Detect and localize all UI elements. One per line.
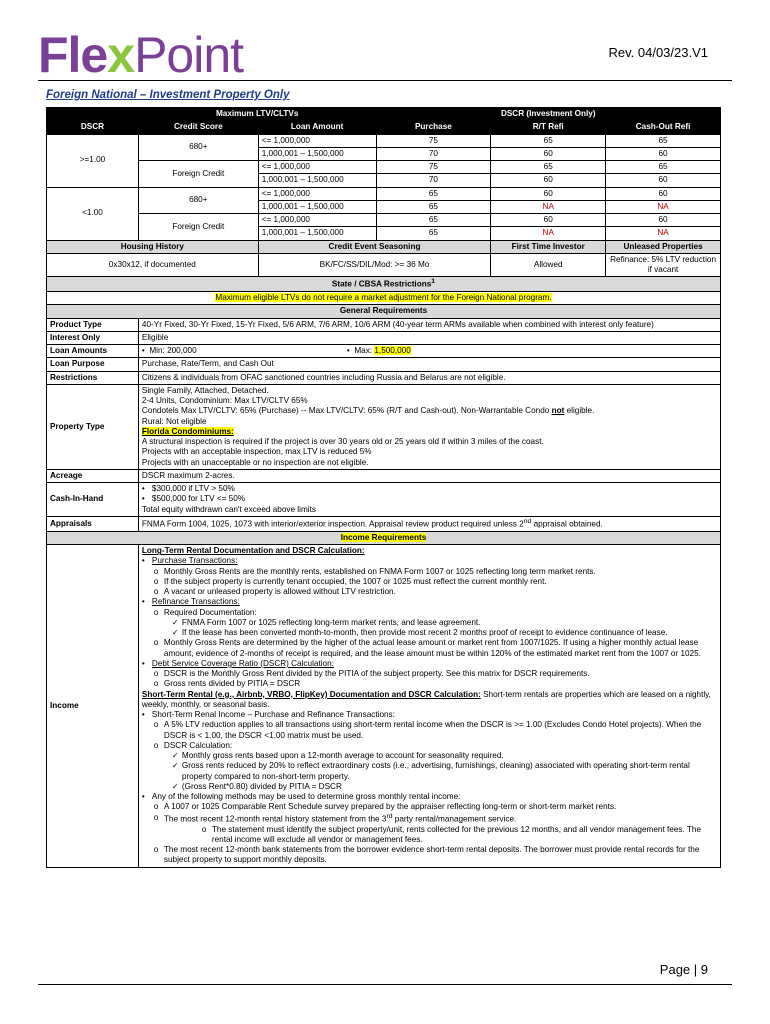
property-type-line: Single Family, Attached, Detached.: [141, 385, 269, 395]
cash-in-hand-note: Total equity withdrawn can't exceed above limits: [141, 504, 316, 514]
loan-cell: 1,000,001 – 1,500,000: [258, 147, 376, 160]
unleased-properties-value: Refinance: 5% LTV reduction if vacant: [606, 253, 721, 277]
first-time-investor-header: First Time Investor: [491, 240, 606, 253]
property-type-line: [142, 427, 717, 437]
col-rt-refi: R/T Refi: [491, 121, 606, 134]
credit-cell: 680+: [138, 187, 258, 214]
income-value: [138, 545, 720, 867]
cash-in-hand-value: [138, 483, 720, 517]
rt-cell: 60: [491, 214, 606, 227]
purchase-cell: 65: [376, 187, 491, 200]
income-subitem: o Monthly Gross Rents are determined by the higher of the actual lease amount or market rent from 1007/1025. If using a higher monthly actual lease amount, evidence of 2-months of receipt is required, and the lease amount must be within 120% of the estimated market rent from the 1007 or 1025.: [142, 638, 717, 659]
col-purchase: Purchase: [376, 121, 491, 134]
col-credit-score: Credit Score: [138, 121, 258, 134]
loan-amounts-value: • Min: 200,000 • Max: 1,500,000: [138, 345, 720, 358]
revision-label: Rev. 04/03/23.V1: [608, 45, 708, 60]
rental-history-text: The most recent 12-month rental history statement from the 3: [163, 814, 387, 824]
unleased-properties-header: Unleased Properties: [606, 240, 721, 253]
ltv-matrix-table: [46, 107, 721, 868]
rental-history-end: party rental/management service.: [392, 814, 517, 824]
property-type-line: Rural: Not eligible: [141, 416, 207, 426]
rt-cell: 65: [491, 161, 606, 174]
str-heading: [142, 690, 717, 711]
matrix-group-ltv: Maximum LTV/CLTVs: [138, 108, 376, 121]
property-type-line: Projects with an acceptable inspection, max LTV is reduced 5%: [141, 447, 372, 457]
income-subitem: [142, 813, 717, 825]
appraisals-value: [138, 516, 720, 531]
income-bullet: • Any of the following methods may be used to determine gross monthly rental income:: [142, 792, 717, 802]
income-bullet: [142, 556, 717, 566]
purchase-cell: 70: [376, 147, 491, 160]
restrictions-value: Citizens & individuals from OFAC sanctioned countries including Russia and Belarus are not eligible.: [138, 371, 720, 384]
co-cell: 60: [606, 187, 721, 200]
credit-cell: Foreign Credit: [138, 161, 258, 188]
matrix-row: [47, 214, 721, 227]
income-subitem: o If the subject property is currently tenant occupied, the 1007 or 1025 must reflect the current monthly rent.: [142, 577, 717, 587]
credit-cell: Foreign Credit: [138, 214, 258, 241]
co-cell: 65: [606, 161, 721, 174]
interest-only-label: Interest Only: [47, 331, 139, 344]
co-cell: NA: [606, 200, 721, 213]
income-check-item: ✓ Gross rents reduced by 20% to reflect extraordinary costs (i.e., advertising, furnishings, cleaning) associated with operating short-term rental property compared to non-short-term property.: [142, 761, 717, 782]
income-check-item: ✓ (Gross Rent*0.80) divided by PITIA = DSCR: [142, 782, 717, 792]
income-subitem: o DSCR Calculation:: [142, 741, 717, 751]
condotel-end: eligible.: [564, 406, 595, 416]
loan-cell: 1,000,001 – 1,500,000: [258, 174, 376, 187]
rt-cell: 60: [491, 174, 606, 187]
rt-cell: 60: [491, 147, 606, 160]
purchase-cell: 75: [376, 161, 491, 174]
str-heading-text: Short-term rentals are properties which are leased on a nightly, weekly, monthly, or seasonal basis.: [141, 689, 711, 709]
matrix-row: [47, 161, 721, 174]
income-bullet-text: Debt Service Coverage Ratio (DSCR) Calculation:: [151, 658, 334, 668]
income-header-text: Income Requirements: [340, 532, 427, 542]
appraisals-sup: nd: [523, 517, 532, 525]
state-restrictions-header: [47, 277, 721, 292]
str-heading-title: Short-Term Rental (e.g., Airbnb, VRBO, FlipKey) Documentation and DSCR Calculation:: [141, 689, 481, 699]
loan-amounts-label: Loan Amounts: [47, 345, 139, 358]
matrix-row: [47, 134, 721, 147]
income-requirements-header: [47, 531, 721, 544]
rental-history-sup: rd: [386, 812, 393, 820]
col-dscr: DSCR: [47, 121, 139, 134]
condotel-not: not: [551, 406, 565, 416]
purchase-cell: 65: [376, 227, 491, 240]
loan-purpose-value: Purchase, Rate/Term, and Cash Out: [138, 358, 720, 371]
credit-event-value: BK/FC/SS/DIL/Mod: >= 36 Mo: [258, 253, 491, 277]
income-check-item: ✓ If the lease has been converted month-to-month, then provide most recent 2 months proof of receipt to evidence continuance of lease.: [142, 628, 717, 638]
co-cell: NA: [606, 227, 721, 240]
rt-cell: NA: [491, 227, 606, 240]
product-type-value: 40-Yr Fixed, 30-Yr Fixed, 15-Yr Fixed, 5/6 ARM, 7/6 ARM, 10/6 ARM (40-year term ARMs available when combined with interest only feature): [138, 318, 720, 331]
income-bullet: [142, 597, 717, 607]
property-type-line: [142, 406, 717, 416]
income-subitem: o Required Documentation:: [142, 608, 717, 618]
loan-purpose-label: Loan Purpose: [47, 358, 139, 371]
purchase-cell: 65: [376, 200, 491, 213]
housing-history-value: 0x30x12, if documented: [47, 253, 259, 277]
matrix-group-dscr: DSCR (Investment Only): [376, 108, 721, 121]
first-time-investor-value: Allowed: [491, 253, 606, 277]
loan-min: • Min: 200,000: [141, 346, 197, 356]
income-subitem: o A vacant or unleased property is allowed without LTV restriction.: [142, 587, 717, 597]
logo-part-x: x: [107, 27, 135, 83]
florida-condo-heading: Florida Condominiums:: [141, 426, 234, 436]
col-loan-amount: Loan Amount: [258, 121, 376, 134]
dscr-cell: >=1.00: [47, 134, 139, 187]
loan-cell: <= 1,000,000: [258, 161, 376, 174]
income-subsubitem: o The statement must identify the subject property/unit, rents collected for the previous 12 months, and all vendor management fees. The rental income will exclude all vendor or management fees.: [142, 825, 717, 846]
purchase-cell: 70: [376, 174, 491, 187]
rt-cell: 60: [491, 187, 606, 200]
page-prefix: Page |: [659, 962, 701, 977]
loan-max-value: 1,500,000: [374, 346, 411, 356]
footer-divider: [38, 984, 732, 985]
loan-max-prefix: Max:: [354, 346, 375, 356]
property-type-line: 2-4 Units, Condominium: Max LTV/CLTV 65%: [141, 396, 308, 406]
general-requirements-header: General Requirements: [47, 305, 721, 318]
matrix-row: [47, 187, 721, 200]
matrix-corner: [47, 108, 139, 121]
property-type-label: Property Type: [47, 384, 139, 469]
acreage-label: Acreage: [47, 469, 139, 482]
property-type-line: Projects with an unacceptable or no inspection are not eligible.: [141, 457, 369, 467]
credit-cell: 680+: [138, 134, 258, 161]
purchase-cell: 75: [376, 134, 491, 147]
state-header-sup: 1: [431, 278, 436, 286]
loan-min-text: Min: 200,000: [149, 346, 197, 356]
section-title: Foreign National – Investment Property Only: [46, 89, 290, 101]
restrictions-label: Restrictions: [47, 371, 139, 384]
income-check-item: ✓ FNMA Form 1007 or 1025 reflecting long-term market rents, and lease agreement.: [142, 618, 717, 628]
income-bullet-text: Purchase Transactions:: [151, 556, 238, 566]
loan-cell: 1,000,001 – 1,500,000: [258, 227, 376, 240]
income-bullet: • Short-Term Renal Income – Purchase and Refinance Transactions:: [142, 710, 717, 720]
income-subitem: o DSCR is the Monthly Gross Rent divided by the PITIA of the subject property. See this matrix for DSCR requirements.: [142, 669, 717, 679]
appraisals-label: Appraisals: [47, 516, 139, 531]
logo-part-point: Point: [134, 27, 244, 83]
purchase-cell: 65: [376, 214, 491, 227]
interest-only-value: Eligible: [138, 331, 720, 344]
page-number-value: 9: [700, 962, 708, 977]
rt-cell: NA: [491, 200, 606, 213]
housing-history-header: Housing History: [47, 240, 259, 253]
income-heading: Long-Term Rental Documentation and DSCR Calculation:: [141, 546, 365, 556]
income-label: Income: [47, 545, 139, 867]
loan-cell: 1,000,001 – 1,500,000: [258, 200, 376, 213]
cash-in-hand-label: Cash-In-Hand: [47, 483, 139, 517]
acreage-value: DSCR maximum 2-acres.: [138, 469, 720, 482]
state-restrictions-note: [47, 292, 721, 305]
income-subitem: o A 1007 or 1025 Comparable Rent Schedule survey prepared by the appraiser reflecting long-term or short-term market rents.: [142, 802, 717, 812]
flexpoint-logo: [38, 22, 244, 83]
credit-event-header: Credit Event Seasoning: [258, 240, 491, 253]
co-cell: 60: [606, 174, 721, 187]
header-divider: [38, 80, 732, 81]
income-check-item: ✓ Monthly gross rents based upon a 12-month average to account for seasonality required.: [142, 751, 717, 761]
rt-cell: 65: [491, 134, 606, 147]
logo-part-fle: Fle: [38, 27, 108, 83]
income-subitem: o A 5% LTV reduction applies to all transactions using short-term rental income when the DSCR is >= 1.00 (Excludes Condo Hotel projects). When the DSCR is < 1.00, the DSCR <1.00 matrix must be used.: [142, 720, 717, 741]
co-cell: 60: [606, 214, 721, 227]
col-cashout-refi: Cash-Out Refi: [606, 121, 721, 134]
cash-in-hand-item: • $500,000 for LTV <= 50%: [142, 494, 717, 504]
income-bullet: [142, 659, 717, 669]
income-subitem: o Monthly Gross Rents are the monthly rents, established on FNMA Form 1007 or 1025 reflecting long term market rents.: [142, 567, 717, 577]
property-type-value: [138, 384, 720, 469]
co-cell: 65: [606, 134, 721, 147]
income-subitem: o The most recent 12-month bank statements from the borrower evidence short-term rental deposits. The borrower must provide rental records for the subject property to support monthly deposits.: [142, 845, 717, 866]
property-type-line: A structural inspection is required if the project is over 30 years old or 25 years old if within 3 miles of the coast.: [141, 437, 544, 447]
state-note-text: Maximum eligible LTVs do not require a market adjustment for the Foreign National program.: [215, 293, 552, 303]
condotel-text: Condotels Max LTV/CLTV: 65% (Purchase) -- Max LTV/CLTV: 65% (R/T and Cash-out). Non-Warrantable Condo: [141, 406, 552, 416]
page-number: [660, 962, 708, 977]
product-type-label: Product Type: [47, 318, 139, 331]
income-subitem: o Gross rents divided by PITIA = DSCR: [142, 679, 717, 689]
cash-in-hand-item: • $300,000 if LTV > 50%: [142, 484, 717, 494]
appraisals-text-end: appraisal obtained.: [531, 519, 603, 529]
income-bullet-text: Refinance Transactions:: [151, 597, 240, 607]
loan-cell: <= 1,000,000: [258, 134, 376, 147]
loan-cell: <= 1,000,000: [258, 187, 376, 200]
state-header-text: State / CBSA Restrictions: [331, 279, 432, 289]
dscr-cell: <1.00: [47, 187, 139, 240]
co-cell: 60: [606, 147, 721, 160]
appraisals-text: FNMA Form 1004, 1025, 1073 with interior/exterior inspection. Appraisal review product required unless 2: [141, 519, 524, 529]
loan-cell: <= 1,000,000: [258, 214, 376, 227]
